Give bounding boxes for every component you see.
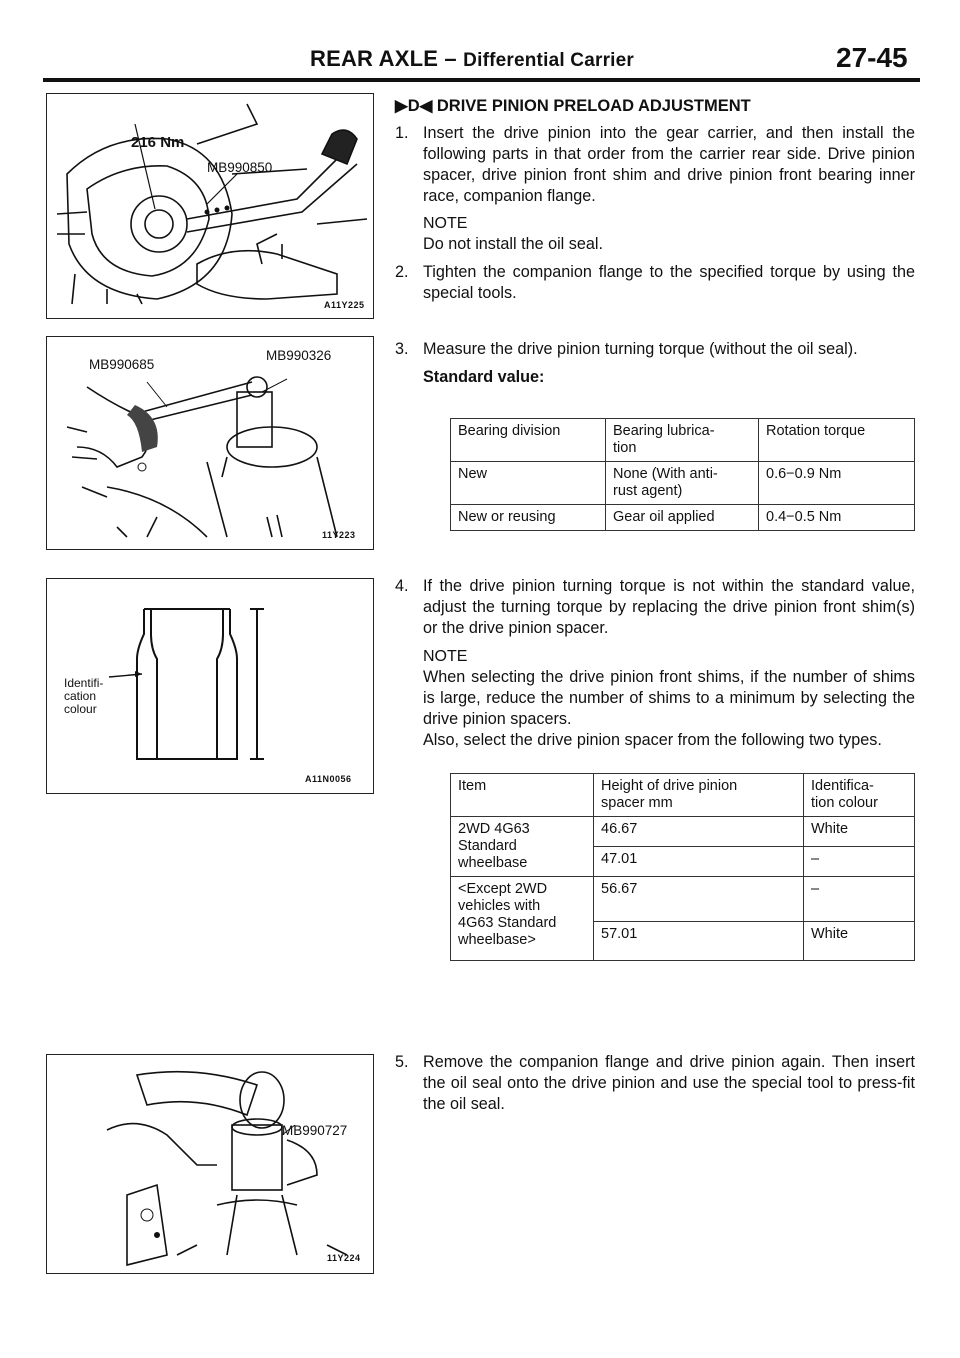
section-title-text: DRIVE PINION PRELOAD ADJUSTMENT	[436, 97, 751, 115]
chapter-title: REAR AXLE	[310, 46, 439, 71]
table-header-cell: Rotation torque	[759, 419, 915, 462]
step-4-note-label: NOTE	[423, 648, 468, 665]
step-4-note-text-2: Also, select the drive pinion spacer from the following two types.	[423, 731, 882, 749]
step-2-text: Tighten the companion flange to the specified torque by using the special tools.	[423, 263, 915, 302]
table-group-cell: <Except 2WD vehicles with 4G63 Standard wheelbase>	[451, 877, 594, 961]
step-1-text: Insert the drive pinion into the gear carrier, and then install the following parts in that order from the carrier rear side. Drive pinion spacer, drive pinion front shim and drive pinion front bearing inner race, companion flange.	[423, 124, 915, 205]
fig1-tool-label: MB990850	[207, 160, 273, 175]
step-5-text: Remove the companion flange and drive pinion again. Then insert the oil seal onto the drive pinion and use the special tool to press-fit the oil seal.	[423, 1053, 915, 1113]
step-1-number: 1.	[395, 124, 409, 142]
fig1-torque-label: 216 Nm	[131, 134, 185, 151]
table-cell: New or reusing	[451, 505, 606, 531]
table-cell: –	[804, 847, 915, 877]
torque-wrench-illustration	[47, 94, 373, 318]
step-3-body	[423, 339, 915, 388]
table-cell: 46.67	[594, 817, 804, 847]
step-2-number: 2.	[395, 263, 409, 281]
oil-seal-press-illustration	[47, 1055, 373, 1273]
fig3-code: A11N0056	[305, 774, 352, 784]
table-cell: 0.6−0.9 Nm	[759, 462, 915, 505]
rotation-torque-table	[450, 418, 915, 531]
table-cell: 47.01	[594, 847, 804, 877]
fig4-code: 11Y224	[327, 1253, 361, 1263]
step-5-number: 5.	[395, 1053, 409, 1071]
table-cell: –	[804, 877, 915, 922]
table-cell: Gear oil applied	[606, 505, 759, 531]
table-cell: New	[451, 462, 606, 505]
figure-turning-torque	[46, 336, 374, 550]
page-header-title	[310, 46, 634, 72]
step-4-text: If the drive pinion turning torque is not within the standard value, adjust the turning torque by replacing the drive pinion front shim(s) or the drive pinion spacer.	[423, 577, 915, 637]
figure-torque-wrench	[46, 93, 374, 319]
fig1-code: A11Y225	[324, 300, 365, 310]
table-header-cell: Item	[451, 774, 594, 817]
table-header-cell: Height of drive pinion spacer mm	[594, 774, 804, 817]
step-1-body	[423, 123, 915, 255]
fig4-tool-label: MB990727	[282, 1123, 348, 1138]
table-row	[451, 505, 915, 531]
table-row	[451, 774, 915, 817]
figure-spacer-identification	[46, 578, 374, 794]
fig2-tool-left-label: MB990685	[89, 357, 155, 372]
table-row	[451, 877, 915, 922]
table-cell: White	[804, 817, 915, 847]
fig2-code: 11Y223	[322, 530, 356, 540]
table-header-cell: Identifica- tion colour	[804, 774, 915, 817]
table-cell: 57.01	[594, 922, 804, 961]
step-4-note-text: When selecting the drive pinion front shims, if the number of shims is large, reduce the number of shims to a minimum by selecting the drive pinion spacers.	[423, 668, 915, 728]
table-cell: 56.67	[594, 877, 804, 922]
table-row	[451, 817, 915, 847]
table-cell: None (With anti- rust agent)	[606, 462, 759, 505]
step-4-body	[423, 576, 915, 751]
table-row	[451, 462, 915, 505]
title-dash: –	[444, 46, 457, 71]
table-header-cell: Bearing lubrica- tion	[606, 419, 759, 462]
table-cell: 0.4−0.5 Nm	[759, 505, 915, 531]
table-cell: White	[804, 922, 915, 961]
standard-value-label: Standard value:	[423, 368, 545, 386]
step-3-number: 3.	[395, 340, 409, 358]
spacer-height-table	[450, 773, 915, 961]
step-3-text: Measure the drive pinion turning torque (without the oil seal).	[423, 340, 858, 358]
fig3-identification-label: Identifi- cation colour	[64, 676, 104, 716]
section-title: Differential Carrier	[463, 50, 635, 71]
header-rule	[43, 78, 920, 82]
section-marker: ▶D◀	[395, 97, 433, 115]
table-row	[451, 419, 915, 462]
fig2-tool-right-label: MB990326	[266, 348, 332, 363]
step-4-number: 4.	[395, 577, 409, 595]
figure-oil-seal-press	[46, 1054, 374, 1274]
section-heading	[395, 96, 751, 116]
table-header-cell: Bearing division	[451, 419, 606, 462]
step-1-note-text: Do not install the oil seal.	[423, 235, 603, 253]
page-number: 27-45	[836, 42, 908, 73]
step-1-note-label: NOTE	[423, 215, 468, 232]
table-group-cell: 2WD 4G63 Standard wheelbase	[451, 817, 594, 877]
